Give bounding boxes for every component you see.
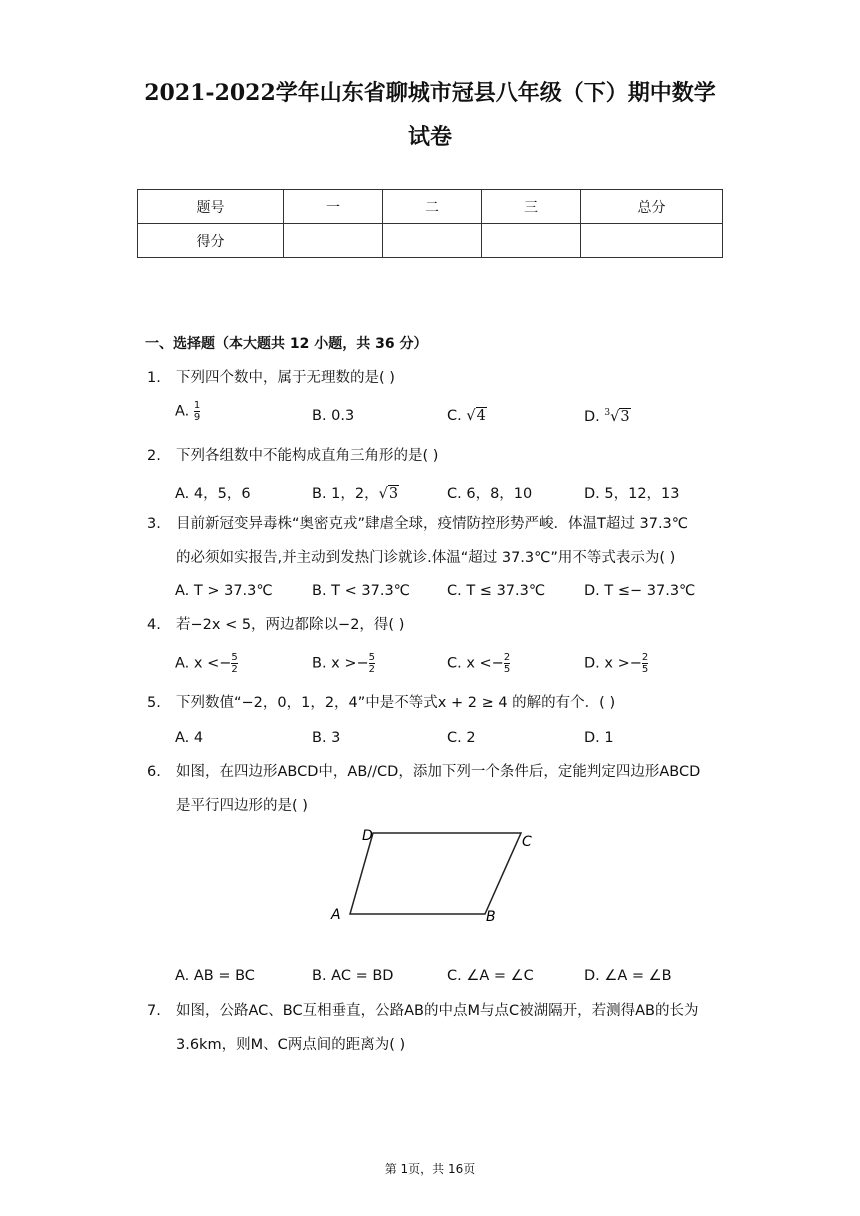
vertex-label-a: A: [331, 907, 341, 923]
option-d: D. ∠A = ∠B: [584, 968, 672, 984]
option-c: C. 6，8，10: [447, 486, 533, 502]
page-title: 2021-2022学年山东省聊城市冠县八年级（下）期中数学: [144, 80, 716, 106]
option-label: B. x >−: [312, 655, 369, 672]
option-c: C. ∠A = ∠C: [447, 968, 534, 984]
score-table-cell: 总分: [581, 190, 723, 224]
option-a: [175, 400, 200, 423]
score-table-cell: 三: [482, 190, 581, 224]
option-d: D. 1: [584, 730, 614, 746]
fraction-numerator: 2: [503, 652, 511, 663]
option-label: D.: [584, 408, 605, 425]
fraction-denominator: 9: [193, 412, 201, 423]
option-a: [175, 652, 238, 675]
radicand: 3: [388, 486, 399, 502]
option-label: A.: [175, 403, 194, 420]
page-title-continued: 试卷: [407, 124, 452, 150]
option-c: C. 2: [447, 730, 476, 746]
option-label: C.: [447, 408, 467, 424]
score-table-cell: [581, 224, 723, 258]
parallelogram-shape: [350, 833, 521, 914]
fraction-denominator: 5: [503, 664, 511, 675]
cube-root: $^3$√3: [604, 408, 630, 425]
question-number: 5.: [147, 695, 161, 711]
fraction-numerator: 5: [368, 652, 376, 663]
option-c: [447, 408, 487, 424]
fraction-numerator: 2: [641, 652, 649, 663]
option-a: A. AB = BC: [175, 968, 255, 984]
question-number: 1.: [147, 370, 161, 386]
radicand: 3: [620, 408, 630, 425]
question-text-line1: 如图，公路AC、BC互相垂直，公路AB的中点M与点C被湖隔开，若测得AB的长为: [176, 1003, 699, 1019]
score-table-cell: 题号: [138, 190, 284, 224]
option-c: [447, 652, 510, 675]
option-b: [312, 652, 375, 675]
question-text: 下列各组数中不能构成直角三角形的是( ): [176, 448, 439, 464]
option-label: A. x <−: [175, 655, 232, 672]
fraction: [504, 652, 510, 675]
fraction: [369, 652, 375, 675]
square-root: √4: [466, 408, 486, 424]
option-label: C. x <−: [447, 655, 504, 672]
fraction: [642, 652, 648, 675]
radicand: 4: [476, 408, 486, 424]
question-number: 6.: [147, 764, 161, 780]
fraction: [231, 652, 237, 675]
score-table-cell: [284, 224, 383, 258]
vertex-label-b: B: [486, 909, 496, 925]
fraction-denominator: 2: [368, 664, 376, 675]
score-table-cell: 得分: [138, 224, 284, 258]
option-d: [584, 408, 631, 425]
root-index: 3: [604, 408, 611, 418]
question-number: 7.: [147, 1003, 161, 1019]
score-table-cell: 一: [284, 190, 383, 224]
vertex-label-d: D: [362, 828, 373, 844]
fraction-denominator: 2: [231, 664, 238, 675]
question-text-line2: 的必须如实报告,并主动到发热门诊就诊.体温“超过 37.3℃”用不等式表示为( ): [176, 550, 676, 566]
option-c: C. T ≤ 37.3℃: [447, 583, 546, 599]
question-number: 4.: [147, 617, 161, 633]
question-number: 3.: [147, 516, 161, 532]
option-d: D. 5，12，13: [584, 486, 680, 502]
question-text-line1: 目前新冠变异毒株“奥密克戎”肆虐全球，疫情防控形势严峻．体温T超过 37.3℃: [176, 516, 689, 532]
page-footer: 第 1页，共 16页: [384, 1162, 476, 1176]
fraction: [194, 400, 200, 423]
option-b: B. AC = BD: [312, 968, 394, 984]
option-d: D. T ≤− 37.3℃: [584, 583, 696, 599]
option-d: [584, 652, 648, 675]
question-text: 下列数值“−2，0，1，2，4”中是不等式x + 2 ≥ 4 的解的有个．( ): [176, 695, 616, 711]
question-text-line1: 如图，在四边形ABCD中，AB//CD，添加下列一个条件后，定能判定四边形ABCD: [176, 764, 701, 780]
score-table-score-row: [138, 224, 723, 258]
option-b: [312, 482, 399, 503]
square-root: √3: [378, 486, 399, 502]
option-b: B. 0.3: [312, 408, 355, 424]
fraction-denominator: 5: [641, 664, 649, 675]
option-a: A. T > 37.3℃: [175, 583, 273, 599]
fraction-numerator: 5: [231, 652, 238, 663]
fraction-numerator: 1: [193, 400, 201, 411]
vertex-label-c: C: [522, 834, 532, 850]
question-text-line2: 是平行四边形的是( ): [176, 798, 308, 814]
option-a: A. 4，5，6: [175, 486, 251, 502]
option-label: D. x >−: [584, 655, 642, 672]
option-label: B. 1，2，: [312, 486, 379, 502]
parallelogram-figure: [325, 820, 545, 925]
question-text: 若−2x < 5，两边都除以−2，得( ): [176, 617, 405, 633]
score-table-cell: 二: [383, 190, 482, 224]
question-number: 2.: [147, 448, 161, 464]
question-text: 下列四个数中，属于无理数的是( ): [176, 370, 395, 386]
score-table: [137, 189, 723, 258]
section-heading: 一、选择题（本大题共 12 小题，共 36 分）: [145, 336, 428, 352]
score-table-cell: [383, 224, 482, 258]
option-a: A. 4: [175, 730, 204, 746]
option-b: B. T < 37.3℃: [312, 583, 410, 599]
question-text-line2: 3.6km，则M、C两点间的距离为( ): [176, 1037, 406, 1053]
score-table-header-row: [138, 190, 723, 224]
option-b: B. 3: [312, 730, 341, 746]
score-table-cell: [482, 224, 581, 258]
